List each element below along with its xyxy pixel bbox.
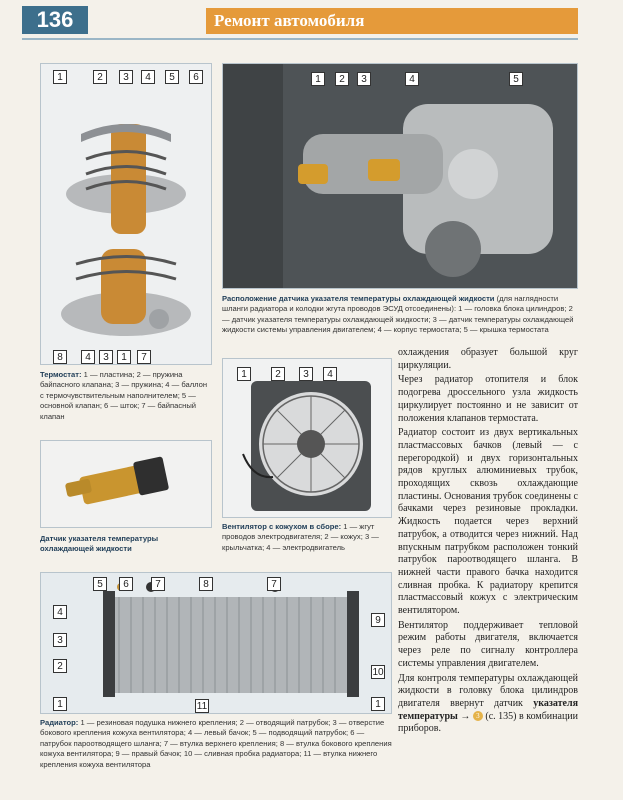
header-rule (22, 38, 578, 40)
paragraph: Для контроля температуры охлаждающей жидкости в головку блока цилиндров двигателя ввернут датчик указателя температуры → 3 (с. 135) в комбинации приборов. (398, 672, 579, 735)
caption-title: Датчик указателя температуры охлаждающей жидкости (40, 534, 159, 554)
callout-3: 3 (119, 70, 133, 84)
callout-2: 2 (53, 659, 67, 673)
callout-8: 8 (199, 577, 213, 591)
caption-text: 1 — жгут проводов электродвигателя; 2 — кожух; 3 — крыльчатка; 4 — электродвигатель (222, 522, 379, 552)
thermostat-caption (40, 370, 212, 422)
reference-marker-icon: 3 (473, 711, 483, 721)
paragraph-text: (с. 135) в комбинации приборов. (398, 710, 579, 735)
caption-text: 1 — пластина; 2 — пружина байпасного клапана; 3 — пружина; 4 — баллон с термочувствительным наполнителем; 5 — основной клапан; 6 — шток; 7 — байпасный клапан (40, 370, 208, 421)
radiator-figure (40, 572, 392, 714)
sensor-figure (40, 440, 212, 528)
callout-4: 4 (141, 70, 155, 84)
caption-text: (для наглядности шланги радиатора и колодки жгута проводов ЭСУД отсоединены): 1 — головка блока цилиндров; 2 — датчик указателя температуры охлаждающей жидкости; 3 — датчик температуры охлаждающей жидкости системы управления двигателем; 4 — корпус термостата; 5 — крышка термостата (222, 294, 574, 335)
sensor-location-caption (222, 294, 578, 336)
callout-3: 3 (299, 367, 313, 381)
callout-2: 2 (335, 72, 349, 86)
sensor-location-figure (222, 63, 578, 289)
callout-1b: 1 (117, 350, 131, 364)
callout-2: 2 (271, 367, 285, 381)
engine-photo (223, 64, 577, 288)
radiator-illustration (41, 573, 391, 713)
callout-1: 1 (53, 70, 67, 84)
callout-2: 2 (93, 70, 107, 84)
callout-5: 5 (93, 577, 107, 591)
callout-8: 8 (53, 350, 67, 364)
radiator-caption (40, 718, 392, 770)
caption-text: 1 — резиновая подушка нижнего крепления; 2 — отводящий патрубок; 3 — отверстие бокового крепления кожуха вентилятора; 4 — левый бачок; 5 — подводящий патрубок; 6 — патрубок пароотводящего шланга; 7 — втулка верхнего крепления; 8 — втулка бокового крепления кожуха вентилятора; 9 — правый бачок; 10 — сливная пробка радиатора; 11 — втулка нижнего крепления кожуха вентилятора (40, 718, 392, 769)
fan-caption (222, 522, 392, 553)
callout-1: 1 (311, 72, 325, 86)
callout-10: 10 (372, 667, 384, 678)
page-header-title: Ремонт автомобиля (214, 11, 365, 30)
callout-1: 1 (237, 367, 251, 381)
callout-9: 9 (371, 613, 385, 627)
caption-title: Термостат: (40, 370, 82, 379)
paragraph: Через радиатор отопителя и блок подогрева дроссельного узла жидкость циркулирует постоянно и не зависит от положения клапанов термостата. (398, 374, 578, 424)
sensor-illustration (41, 441, 211, 527)
callout-6: 6 (119, 577, 133, 591)
paragraph: охлаждения образует большой круг циркуляции. (398, 347, 578, 371)
callout-4: 4 (323, 367, 337, 381)
cross-reference[interactable]: указателя температуры (398, 697, 578, 722)
paragraph: Вентилятор поддерживает тепловой режим работы двигателя, включается через реле по сигналу контроллера системы управления двигателем. (398, 619, 578, 669)
callout-1b: 1 (371, 697, 385, 711)
callout-1: 1 (53, 697, 67, 711)
paragraph: Радиатор состоит из двух вертикальных пластмассовых бачков (левый — с перегородкой) и двух горизонтальных рядов круглых алюминиевых трубок, проходящих сквозь охлаждающие пластины. Основания трубок соединены с бачками через резиновые прокладки. Жидкость подается через верхний патрубок, а отводится через нижний. Над впускным патрубком расположен тонкий патрубок пароотводящего шланга. В нижней части правого бачка находится сливная пробка. К радиатору крепится пластмассовый кожух с электрическим вентилятором. (398, 427, 578, 617)
callout-3: 3 (357, 72, 371, 86)
caption-title: Радиатор: (40, 718, 79, 727)
fan-illustration (223, 359, 391, 517)
callout-3b: 3 (99, 350, 113, 364)
fan-figure (222, 358, 392, 518)
callout-7b: 7 (267, 577, 281, 591)
callout-7: 7 (137, 350, 151, 364)
callout-6: 6 (189, 70, 203, 84)
callout-4: 4 (405, 72, 419, 86)
paragraph-text: Для контроля температуры охлаждающей жидкости в головку блока цилиндров двигателя ввернут датчик (398, 672, 578, 709)
sensor-caption (40, 534, 212, 555)
thermostat-illustration (41, 64, 211, 364)
callout-11: 11 (196, 701, 208, 712)
caption-title: Вентилятор с кожухом в сборе: (222, 522, 342, 531)
callout-5: 5 (509, 72, 523, 86)
page-number: 136 (22, 6, 88, 34)
caption-title: Расположение датчика указателя температуры охлаждающей жидкости (222, 294, 495, 303)
callout-4b: 4 (81, 350, 95, 364)
callout-3: 3 (53, 633, 67, 647)
thermostat-figure (40, 63, 212, 365)
callout-7: 7 (151, 577, 165, 591)
body-text-column (398, 347, 578, 738)
callout-5: 5 (165, 70, 179, 84)
callout-4: 4 (53, 605, 67, 619)
